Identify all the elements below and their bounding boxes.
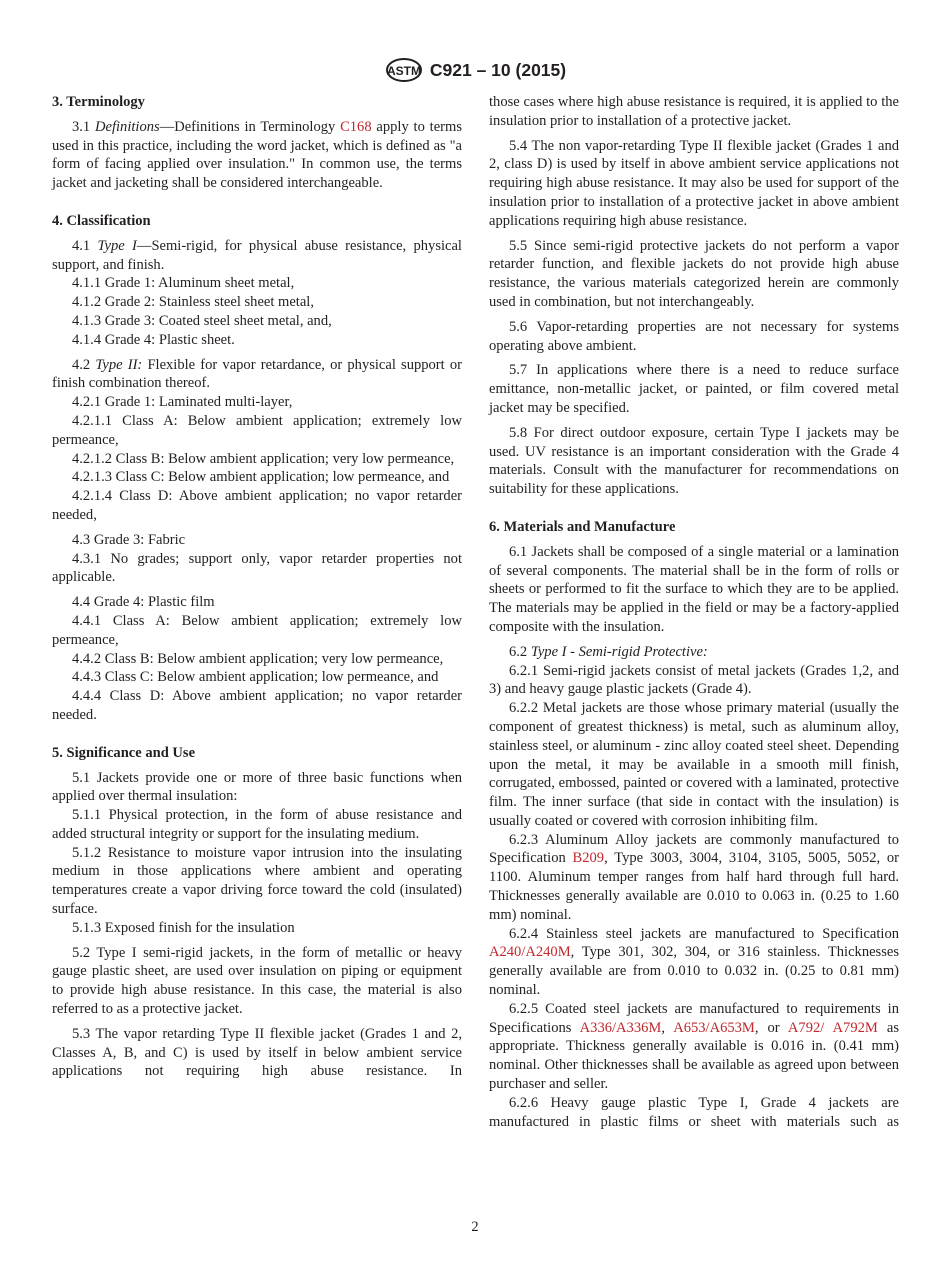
text-run: Flexible for vapor retardance, or physical support or finish combination thereof. <box>52 356 462 392</box>
subsection-paragraph <box>52 844 462 919</box>
section-heading <box>489 518 899 537</box>
text-run: 6.2.3 Aluminum Alloy jackets are commonly manufactured to Specification <box>489 831 899 867</box>
text-run: 5. Significance and Use <box>52 744 196 761</box>
text-run: 5.1.2 Resistance to moisture vapor intrusion into the insulating medium in those applications where ambient and operating temperatures create a vapor driving force toward the cold (insulated) surface. <box>52 844 462 918</box>
svg-text:ASTM: ASTM <box>386 64 421 78</box>
text-run: 6.2.6 Heavy gauge plastic Type I, Grade 4 jackets are manufactured in plastic films or sheet with materials such as <box>489 1094 899 1130</box>
paragraph <box>52 118 462 193</box>
subsection-paragraph <box>52 312 462 331</box>
text-run: 4.2.1 Grade 1: Laminated multi-layer, <box>72 394 293 411</box>
italic-text: Type I - Semi-rigid Protective: <box>530 643 708 660</box>
subsection-paragraph <box>52 331 462 350</box>
paragraph <box>52 769 462 807</box>
subsection-paragraph <box>489 1094 899 1132</box>
italic-text: Definitions <box>95 118 160 135</box>
subsection-paragraph <box>52 550 462 588</box>
text-run: 4.3 Grade 3: Fabric <box>72 531 186 548</box>
paragraph <box>489 237 899 312</box>
text-run: 5.4 The non vapor-retarding Type II flexible jacket (Grades 1 and 2, class D) is used by itself in above ambient service applications not requiring high abuse resistance. It may also be used for support of the insulation prior to installation of a protective jacket in above ambient applications requiring high abuse resistance. <box>489 137 899 229</box>
subsection-paragraph <box>52 806 462 844</box>
right-column <box>489 93 899 1131</box>
reference-link[interactable]: A653/A653M <box>673 1019 755 1036</box>
text-run: 5.1.1 Physical protection, in the form of abuse resistance and added structural integrity or support for the insulating medium. <box>52 807 462 842</box>
subsection-paragraph <box>52 450 462 469</box>
subsection-paragraph <box>52 919 462 938</box>
text-run: 3. Terminology <box>52 94 145 110</box>
text-run: 5.6 Vapor-retarding properties are not necessary for systems operating above ambient. <box>489 318 899 354</box>
section-heading <box>52 744 462 763</box>
page-number: 2 <box>471 1219 479 1235</box>
text-run: , Type 301, 302, 304, or 316 stainless. Thicknesses generally available are from 0.010 to 0.032 in. (0.25 to 0.81 mm) nominal. <box>489 944 899 999</box>
text-run: 5.2 Type I semi-rigid jackets, in the form of metallic or heavy gauge plastic sheet, are used over insulation on piping or equipment to provide high abuse resistance. In this case, the material is also referred to as a protective jacket. <box>52 944 462 1018</box>
text-run: 4.2.1.1 Class A: Below ambient application; extremely low permeance, <box>52 412 462 448</box>
subsection-paragraph <box>489 831 899 925</box>
subsection-paragraph <box>52 293 462 312</box>
subsection-paragraph <box>52 612 462 650</box>
paragraph <box>52 237 462 275</box>
text-run: 5.5 Since semi-rigid protective jackets do not perform a vapor retarder function, and flexible jackets do not provide high abuse resistance, the various materials categorized herein are commonly used in combination, but not interchangeably. <box>489 237 899 310</box>
text-run: 4.2.1.2 Class B: Below ambient application; very low permeance, <box>72 450 455 467</box>
text-run: , or <box>754 1019 788 1036</box>
text-run: those cases where high abuse resistance is required, it is applied to the insulation prior to installation of a protective jacket. <box>489 94 899 129</box>
document-header <box>0 56 950 84</box>
text-run: 4.3.1 No grades; support only, vapor retarder properties not applicable. <box>52 550 462 586</box>
text-run: 4.4 Grade 4: Plastic film <box>72 594 215 611</box>
paragraph <box>489 424 899 499</box>
text-run: 4.4.2 Class B: Below ambient application; very low permeance, <box>72 650 444 667</box>
text-run: 6.1 Jackets shall be composed of a single material or a lamination of several components. The material shall be in the form of rolls or sheets or performed to fit the surface to which they are to be applied. The materials may be applied in the field or may be a factory-applied composite with the insulation. <box>489 543 899 635</box>
paragraph <box>52 944 462 1019</box>
text-run: —Semi-rigid, for physical abuse resistance, physical support, and finish. <box>52 237 462 273</box>
paragraph <box>489 361 899 417</box>
subsection-paragraph <box>52 274 462 293</box>
paragraph <box>489 543 899 637</box>
text-run: 4.4.1 Class A: Below ambient application; extremely low permeance, <box>52 612 462 648</box>
subsection-paragraph <box>52 412 462 450</box>
subsection-paragraph <box>489 699 899 831</box>
paragraph <box>489 318 899 356</box>
paragraph <box>489 93 899 131</box>
italic-text: Type II: <box>95 356 143 373</box>
text-run: 6.2.1 Semi-rigid jackets consist of metal jackets (Grades 1,2, and 3) and heavy gauge plastic jackets (Grade 4). <box>489 662 899 698</box>
text-run: 3.1 <box>72 118 95 135</box>
paragraph <box>52 531 462 550</box>
text-run: 5.1 Jackets provide one or more of three basic functions when applied over thermal insulation: <box>52 769 462 805</box>
text-run: 6.2.2 Metal jackets are those whose primary material (usually the component of greatest thickness) is metal, such as aluminum alloy, stainless steel, or aluminum - zinc alloy coated steel sheet. Depending upon the metal, it may be available in a smooth mill finish, corrugated, embossed, painted or covered with a laminated, protective film. The inner surface (that side in contact with the insulation) is usually coated or covered with corrosion inhibiting film. <box>489 700 899 829</box>
paragraph <box>52 1025 462 1081</box>
subsection-paragraph <box>52 393 462 412</box>
text-run: 6.2 <box>509 643 531 660</box>
reference-link[interactable]: A792/ A792M <box>787 1019 878 1036</box>
reference-link[interactable]: A240/A240M <box>489 944 571 961</box>
text-run: as appropriate. Thickness generally available is 0.016 in. (0.41 mm) nominal. Other thicknesses shall be available as agreed upon between purchaser and seller. <box>489 1019 899 1093</box>
text-run: 4.1.2 Grade 2: Stainless steel sheet metal, <box>72 294 314 311</box>
text-run: 5.7 In applications where there is a need to reduce surface emittance, non-metallic jacket, or painted, or film covered metal jacket may be specified. <box>489 362 899 416</box>
subsection-paragraph <box>489 925 899 1000</box>
text-run: 6.2.4 Stainless steel jackets are manufactured to Specification <box>509 925 899 942</box>
paragraph <box>52 593 462 612</box>
section-heading <box>52 212 462 231</box>
text-run: 4.1.3 Grade 3: Coated steel sheet metal, and, <box>72 312 332 329</box>
subsection-paragraph <box>489 1000 899 1094</box>
text-run: 4.2.1.4 Class D: Above ambient application; no vapor retarder needed, <box>52 488 462 523</box>
paragraph <box>489 643 899 662</box>
text-run: , <box>661 1019 674 1036</box>
subsection-paragraph <box>52 687 462 725</box>
text-run: 5.1.3 Exposed finish for the insulation <box>72 919 295 936</box>
text-run: 4.2.1.3 Class C: Below ambient application; low permeance, and <box>72 469 450 486</box>
text-run: 6. Materials and Manufacture <box>489 518 676 535</box>
reference-link[interactable]: A336/A336M <box>579 1019 662 1036</box>
text-run: , Type 3003, 3004, 3104, 3105, 5005, 5052, or 1100. Aluminum temper ranges from half hard through full hard. Thicknesses generally available are 0.010 to 0.063 in. (0.25 to 1.60 mm) nominal. <box>489 850 900 923</box>
paragraph <box>52 356 462 394</box>
text-run: 4.4.4 Class D: Above ambient application; no vapor retarder needed. <box>52 688 462 723</box>
italic-text: Type I <box>97 237 137 254</box>
subsection-paragraph <box>52 487 462 525</box>
text-run: 4.1.4 Grade 4: Plastic sheet. <box>72 331 235 348</box>
text-run: —Definitions in Terminology <box>159 118 341 135</box>
subsection-paragraph <box>52 650 462 669</box>
paragraph <box>489 137 899 231</box>
subsection-paragraph <box>52 668 462 687</box>
section-heading <box>52 93 462 112</box>
text-run: 5.8 For direct outdoor exposure, certain Type I jackets may be used. UV resistance is an important consideration with the Grade 4 materials. Consult with the manufacturer for recommendations on suitability for these applications. <box>489 424 899 498</box>
text-run: apply to terms used in this practice, including the word jacket, which is defined as "a form of facing applied over insulation." In common use, the terms jacket and jacketing shall be considered interchangeable. <box>52 118 462 192</box>
text-run: 4.1 <box>72 237 98 254</box>
text-run: 4.4.3 Class C: Below ambient application; low permeance, and <box>72 669 439 686</box>
astm-logo-icon <box>384 56 424 84</box>
text-run: 4.1.1 Grade 1: Aluminum sheet metal, <box>72 275 295 292</box>
text-run: 4.2 <box>72 356 96 373</box>
text-run: 6.2.5 Coated steel jackets are manufactured to requirements in Specifications <box>489 1000 899 1036</box>
reference-link[interactable]: B209 <box>572 850 605 867</box>
subsection-paragraph <box>489 662 899 700</box>
reference-link[interactable]: C168 <box>340 118 372 135</box>
left-column <box>52 93 462 1081</box>
text-run: 5.3 The vapor retarding Type II flexible jacket (Grades 1 and 2, Classes A, B, and C) is used by itself in below ambient service applications not requiring high abuse resistance. In <box>52 1025 462 1080</box>
subsection-paragraph <box>52 468 462 487</box>
standard-designation: C921 – 10 (2015) <box>429 59 567 80</box>
text-run: 4. Classification <box>52 212 151 229</box>
